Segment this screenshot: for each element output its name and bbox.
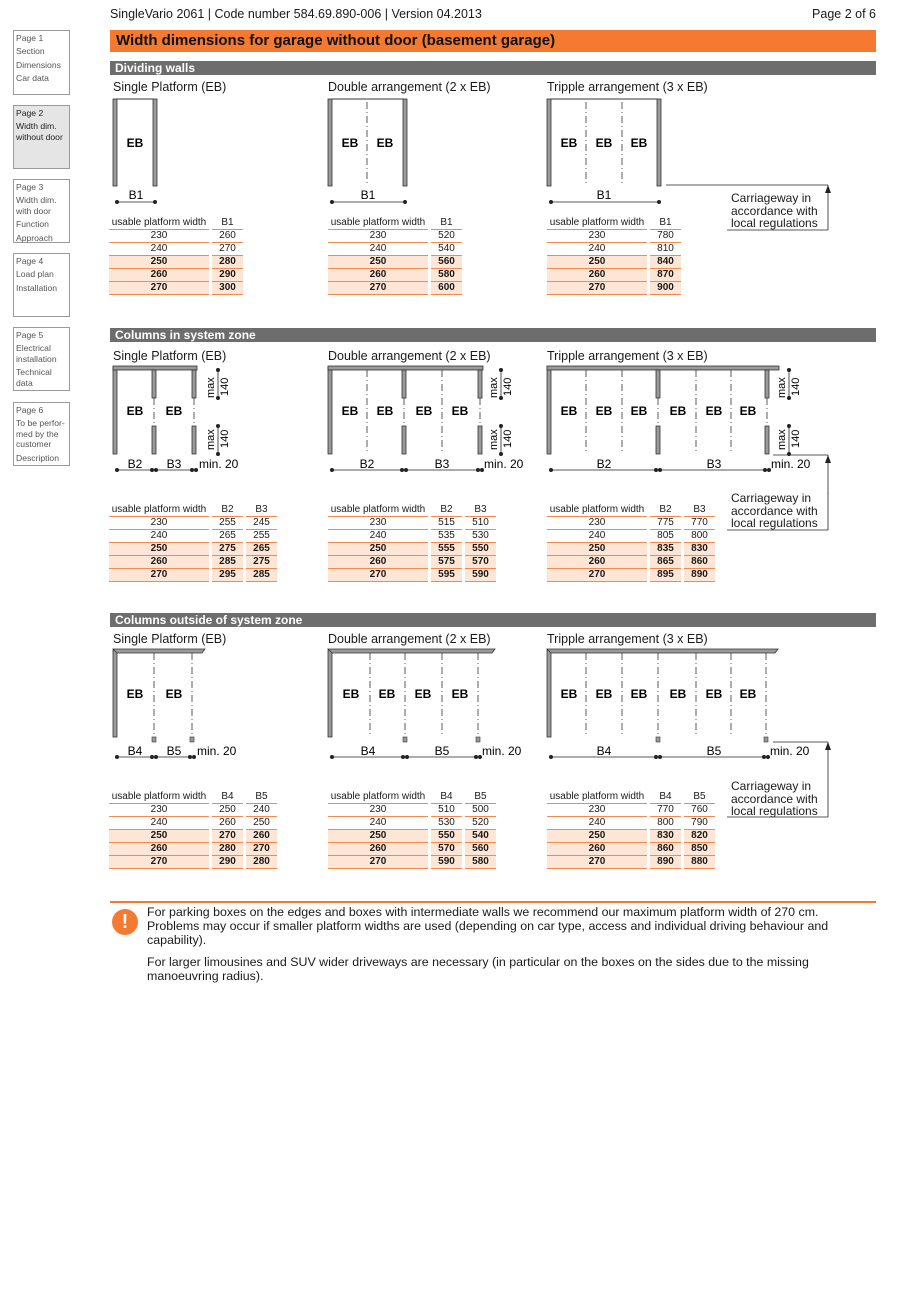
table-single-outside [106,791,280,869]
nav-label: Page 5 [16,330,44,340]
label-double: Double arrangement (2 x EB) [328,632,491,646]
nav-page-1[interactable] [13,30,70,95]
cell: 240 [246,804,277,817]
cell: 260 [328,269,428,282]
cell: 270 [328,282,428,295]
nav-page-6[interactable] [13,402,70,466]
note-line: accordance with [731,203,818,218]
column-header: B3 [246,504,277,517]
cell: 570 [465,556,496,569]
cell: 580 [465,856,496,869]
note-line: local regulations [731,216,818,230]
cell: 250 [109,830,209,843]
dim-label: B3 [434,457,450,471]
nav-label: Width dim. [16,195,57,206]
dim-label: max [205,429,217,450]
note-line: accordance with [731,503,818,518]
dim-label: min. 20 [482,744,522,758]
cell: 230 [109,804,209,817]
table-double-columns [325,504,499,582]
column-header: usable platform width [328,791,428,804]
cell: 280 [246,856,277,869]
cell: 810 [650,243,681,256]
cell: 265 [246,543,277,556]
dim-label: B5 [706,744,722,758]
dim-label: min. 20 [771,457,811,471]
cell: 230 [328,230,428,243]
cell: 860 [684,556,715,569]
cell: 250 [328,830,428,843]
dim-label: min. 20 [770,744,810,758]
table-double-outside [325,791,499,869]
nav-label: installation [16,353,57,364]
cell: 295 [212,569,243,582]
dim-label: B2 [359,457,375,471]
cell: 260 [212,817,243,830]
box-label: EB [595,136,613,150]
page-number: Page 2 of 6 [812,7,876,21]
cell: 800 [684,530,715,543]
column-header: B1 [650,217,681,230]
column-header: usable platform width [328,217,428,230]
cell: 270 [328,569,428,582]
box-label: EB [630,687,648,701]
diagram-double-outside [325,647,525,762]
cell: 500 [465,804,496,817]
box-label: EB [560,687,578,701]
dim-label: B3 [706,457,722,471]
dim-label: max [776,429,788,450]
cell: 260 [109,843,209,856]
table-double-dividing [325,217,465,295]
cell: 270 [109,282,209,295]
cell: 830 [650,830,681,843]
cell: 590 [465,569,496,582]
cell: 260 [246,830,277,843]
label-double: Double arrangement (2 x EB) [328,349,491,363]
box-label: EB [560,136,578,150]
box-label: EB [415,404,433,418]
section-title-dividing-walls: Dividing walls [110,61,876,75]
box-label: EB [705,687,723,701]
cell: 300 [212,282,243,295]
column-header: B4 [650,791,681,804]
cell: 890 [684,569,715,582]
cell: 240 [328,243,428,256]
dim-label: max [488,429,500,450]
nav-label: Technical [16,367,52,378]
cell: 230 [109,230,209,243]
section-title-columns-in-zone: Columns in system zone [110,328,876,342]
cell: 900 [650,282,681,295]
note-line: Carriageway in [731,491,812,505]
box-label: EB [595,687,613,701]
nav-label: Approach [16,232,53,243]
cell: 780 [650,230,681,243]
column-header: usable platform width [109,791,209,804]
dim-label: min. 20 [199,457,239,471]
dim-label: max [488,377,500,398]
cell: 260 [547,843,647,856]
nav-label: Page 6 [16,405,44,415]
diagram-double-dividing [325,96,415,211]
cell: 240 [547,530,647,543]
dim-label: min. 20 [197,744,237,758]
cell: 865 [650,556,681,569]
label-single: Single Platform (EB) [113,349,227,363]
box-label: EB [341,136,359,150]
cell: 270 [547,569,647,582]
box-label: EB [341,404,359,418]
cell: 240 [328,817,428,830]
cell: 575 [431,556,462,569]
cell: 280 [212,256,243,269]
note-line: local regulations [731,804,818,818]
nav-label: Page 3 [16,182,44,192]
cell: 250 [328,256,428,269]
dim-label: B5 [166,744,182,758]
column-header: B2 [650,504,681,517]
diagram-single-dividing [110,96,170,211]
diagram-triple-columns [544,364,844,494]
cell: 870 [650,269,681,282]
cell: 570 [431,843,462,856]
column-header: usable platform width [547,504,647,517]
nav-label: data [16,377,33,388]
document-info: SingleVario 2061 | Code number 584.69.890-006 | Version 04.2013 [110,7,482,21]
cell: 280 [212,843,243,856]
dim-label: B2 [596,457,612,471]
notice-paragraph: For parking boxes on the edges and boxes with intermediate walls we recommend our maximum platform width of 270 cm. Problems may occur if smaller platform widths are used (depending on car type, access and individual driving behaviour and capability). [147,905,829,947]
cell: 260 [328,843,428,856]
nav-label: without door [16,131,63,142]
cell: 260 [328,556,428,569]
cell: 275 [212,543,243,556]
label-single: Single Platform (EB) [113,632,227,646]
table-single-dividing [106,217,246,295]
dim-label: max [776,377,788,398]
column-header: B1 [212,217,243,230]
table-triple-outside [544,791,718,869]
dim-label: max [205,377,217,398]
cell: 270 [547,856,647,869]
diagram-double-columns [325,364,525,476]
notice-text [147,905,847,991]
box-label: EB [669,687,687,701]
cell: 555 [431,543,462,556]
column-header: B4 [212,791,243,804]
column-header: B3 [465,504,496,517]
cell: 860 [650,843,681,856]
dim-label: B2 [127,457,143,471]
cell: 770 [684,517,715,530]
nav-label: Page 1 [16,33,44,43]
box-label: EB [414,687,432,701]
cell: 510 [465,517,496,530]
cell: 285 [212,556,243,569]
dim-label: B4 [596,744,612,758]
cell: 530 [465,530,496,543]
dim-label: min. 20 [484,457,524,471]
carriageway-note [731,780,818,818]
cell: 240 [547,817,647,830]
cell: 890 [650,856,681,869]
cell: 250 [246,817,277,830]
wall-left [113,99,117,186]
nav-label: Load plan [16,269,54,280]
section-title-columns-outside-zone: Columns outside of system zone [110,613,876,627]
nav-label: To be perfor- [16,418,65,429]
diagram-single-columns [110,364,250,476]
cell: 550 [431,830,462,843]
cell: 830 [684,543,715,556]
nav-label: Section [16,46,45,57]
table-triple-columns [544,504,718,582]
column-header: B2 [431,504,462,517]
box-label: EB [126,404,144,418]
cell: 250 [547,830,647,843]
nav-label: Installation [16,282,58,293]
column-header: B5 [465,791,496,804]
note-line: accordance with [731,791,818,806]
cell: 265 [212,530,243,543]
box-label: EB [376,404,394,418]
dim-label: B5 [434,744,450,758]
label-triple: Tripple arrangement (3 x EB) [547,349,708,363]
cell: 270 [246,843,277,856]
diagram-triple-outside [544,647,844,772]
cell: 520 [431,230,462,243]
cell: 270 [328,856,428,869]
note-line: local regulations [731,516,818,530]
box-label: EB [630,136,648,150]
cell: 230 [109,517,209,530]
cell: 550 [465,543,496,556]
note-line: Carriageway in [731,191,812,205]
cell: 805 [650,530,681,543]
dim-label: B4 [127,744,143,758]
cell: 540 [465,830,496,843]
cell: 760 [684,804,715,817]
cell: 895 [650,569,681,582]
cell: 540 [431,243,462,256]
nav-label: med by the [16,428,59,439]
cell: 270 [109,569,209,582]
cell: 240 [547,243,647,256]
cell: 230 [328,517,428,530]
cell: 290 [212,856,243,869]
cell: 240 [109,817,209,830]
nav-page-3[interactable] [13,179,70,243]
nav-label: Description [16,452,59,463]
cell: 290 [212,269,243,282]
column-header: usable platform width [547,217,647,230]
cell: 240 [109,243,209,256]
nav-label: Function [16,219,49,230]
cell: 600 [431,282,462,295]
table-triple-dividing [544,217,684,295]
cell: 275 [246,556,277,569]
cell: 595 [431,569,462,582]
nav-page-5[interactable] [13,327,70,391]
page-title: Width dimensions for garage without door (basement garage) [110,30,876,52]
wall-right [153,99,157,186]
column-header: usable platform width [109,217,209,230]
box-label: EB [165,687,183,701]
nav-label: Dimensions [16,59,61,70]
cell: 260 [547,269,647,282]
box-label: EB [739,404,757,418]
box-label: EB [451,404,469,418]
dim-label: 140 [790,377,802,396]
cell: 230 [547,804,647,817]
box-label: EB [630,404,648,418]
nav-label: Page 2 [16,108,44,118]
cell: 250 [109,256,209,269]
cell: 250 [547,543,647,556]
cell: 260 [547,556,647,569]
cell: 820 [684,830,715,843]
cell: 260 [109,269,209,282]
dim-label: 140 [502,429,514,448]
nav-label: Car data [16,73,49,84]
cell: 835 [650,543,681,556]
exclamation-icon: ! [112,909,138,935]
cell: 590 [431,856,462,869]
nav-label: with door [16,205,51,216]
column-header: B2 [212,504,243,517]
cell: 530 [431,817,462,830]
label-triple: Tripple arrangement (3 x EB) [547,632,708,646]
cell: 520 [465,817,496,830]
column-header: usable platform width [547,791,647,804]
dim-label: 140 [790,429,802,448]
cell: 255 [246,530,277,543]
label-single: Single Platform (EB) [113,80,227,94]
cell: 230 [328,804,428,817]
cell: 230 [547,517,647,530]
note-line: Carriageway in [731,779,812,793]
box-label: EB [451,687,469,701]
cell: 255 [212,517,243,530]
cell: 270 [212,830,243,843]
notice-divider [110,901,876,903]
dim-label: B1 [596,188,612,202]
carriageway-note [731,492,818,530]
cell: 240 [328,530,428,543]
cell: 240 [109,530,209,543]
box-label: EB [739,687,757,701]
column-header: B5 [246,791,277,804]
cell: 770 [650,804,681,817]
dim-label: B1 [128,188,144,202]
box-label: EB [560,404,578,418]
column-header: usable platform width [109,504,209,517]
dim-label: 140 [219,429,231,448]
cell: 580 [431,269,462,282]
cell: 245 [246,517,277,530]
cell: 560 [431,256,462,269]
nav-label: Width dim. [16,121,57,132]
box-label: EB [126,687,144,701]
notice-paragraph: For larger limousines and SUV wider driveways are necessary (in particular on the boxes on the sides due to the missing manoeuvring radius). [147,955,809,983]
cell: 775 [650,517,681,530]
nav-page-2[interactable] [13,105,70,169]
cell: 285 [246,569,277,582]
column-header: B4 [431,791,462,804]
column-header: B3 [684,504,715,517]
box-label: EB [378,687,396,701]
cell: 270 [109,856,209,869]
column-header: B5 [684,791,715,804]
table-single-columns [106,504,280,582]
box-label: EB [342,687,360,701]
page-header [110,7,876,21]
cell: 270 [212,243,243,256]
cell: 840 [650,256,681,269]
cell: 850 [684,843,715,856]
dim-label: 140 [502,377,514,396]
cell: 880 [684,856,715,869]
box-label: EB [126,136,144,150]
column-header: B1 [431,217,462,230]
dim-label: B3 [166,457,182,471]
box-label: EB [669,404,687,418]
box-label: EB [705,404,723,418]
cell: 560 [465,843,496,856]
nav-page-4[interactable] [13,253,70,317]
cell: 250 [109,543,209,556]
cell: 250 [212,804,243,817]
label-triple: Tripple arrangement (3 x EB) [547,80,708,94]
carriageway-note [731,192,818,230]
cell: 515 [431,517,462,530]
dim-label: B4 [360,744,376,758]
cell: 260 [212,230,243,243]
cell: 800 [650,817,681,830]
dim-label: B1 [360,188,376,202]
dim-label: 140 [219,377,231,396]
cell: 260 [109,556,209,569]
box-label: EB [595,404,613,418]
label-double: Double arrangement (2 x EB) [328,80,491,94]
cell: 230 [547,230,647,243]
nav-label: Page 4 [16,256,44,266]
box-label: EB [165,404,183,418]
nav-label: Electrical [16,343,51,354]
column-header: usable platform width [328,504,428,517]
cell: 250 [547,256,647,269]
box-label: EB [376,136,394,150]
cell: 250 [328,543,428,556]
cell: 270 [547,282,647,295]
nav-label: customer [16,439,52,450]
cell: 535 [431,530,462,543]
diagram-single-outside [110,647,250,762]
cell: 790 [684,817,715,830]
cell: 510 [431,804,462,817]
